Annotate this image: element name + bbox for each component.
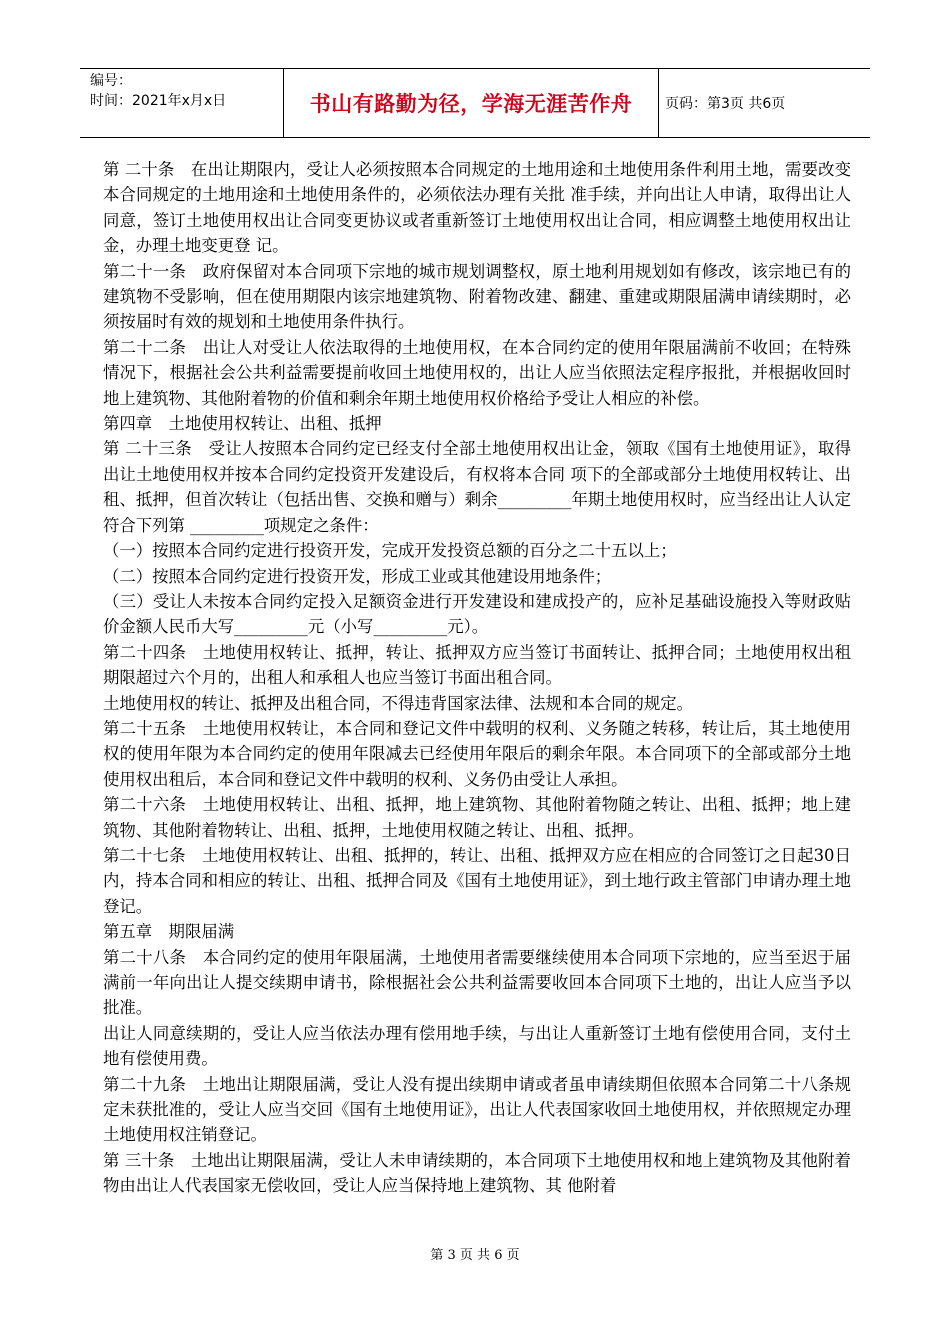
article-29: 第二十九条 土地出让期限届满，受让人没有提出续期申请或者虽申请续期但依照本合同第二十八条规定未获批准的，受让人应当交回《国有土地使用证》，出让人代表国家收回土地使用权，并依照规定办理土地使用权注销登记。 [103,1074,851,1145]
header-motto: 书山有路勤为径，学海无涯苦作舟 [284,69,659,137]
article-26: 第二十六条 土地使用权转让、出租、抵押，地上建筑物、其他附着物随之转让、出租、抵押；地上建筑物、其他附着物转让、出租、抵押，土地使用权随之转让、出租、抵押。 [103,795,851,840]
header-page-number: 页码：第3页 共6页 [665,96,786,112]
document-number: 编号： [90,73,132,89]
document-date: 时间：2021年x月x日 [90,93,227,109]
page-header [80,68,870,138]
page-footer [0,1244,950,1263]
article-23-item-2: （二）按照本合同约定进行投资开发，形成工业或其他建设用地条件； [103,566,612,586]
article-30: 第 三十条 土地出让期限届满，受让人未申请续期的，本合同项下土地使用权和地上建筑物及其他附着物由出让人代表国家无偿收回，受让人应当保持地上建筑物、其 他附着 [103,1150,851,1196]
header-meta [80,69,284,137]
article-22: 第二十二条 出让人对受让人依法取得的土地使用权，在本合同约定的使用年限届满前不收回；在特殊情况下，根据社会公共利益需要提前收回土地使用权的，出让人应当依照法定程序报批，并根据收回时地上建筑物、其他附着物的价值和剩余年期土地使用权价格给予受让人相应的补偿。 [103,337,851,408]
article-21: 第二十一条 政府保留对本合同项下宗地的城市规划调整权，原土地利用规划如有修改，该宗地已有的建筑物不受影响，但在使用期限内该宗地建筑物、附着物改建、翻建、重建或期限届满申请续期时，必须按届时有效的规划和土地使用条件执行。 [103,261,851,332]
article-25: 第二十五条 土地使用权转让，本合同和登记文件中载明的权利、义务随之转移，转让后，其土地使用权的使用年限为本合同约定的使用年限减去已经使用年限后的剩余年限。本合同项下的全部或部分土地使用权出租后，本合同和登记文件中载明的权利、义务仍由受让人承担。 [103,718,851,789]
article-23: 第 二十三条 受让人按照本合同约定已经支付全部土地使用权出让金，领取《国有土地使用证》，取得出让土地使用权并按本合同约定投资开发建设后，有权将本合同 项下的全部或部分土地使用权转让、出租、抵押，但首次转让（包括出售、交换和赠与）剩余_________年期土地使用权时，应当经出让人认定符合下列第 _________项规定之条件： [103,439,851,535]
article-24-note: 土地使用权的转让、抵押及出租合同，不得违背国家法律、法规和本合同的规定。 [103,693,694,713]
footer-page-number: 第 3 页 共 6 页 [430,1248,520,1263]
article-24: 第二十四条 土地使用权转让、抵押，转让、抵押双方应当签订书面转让、抵押合同；土地使用权出租期限超过六个月的，出租人和承租人也应当签订书面出租合同。 [103,642,851,688]
chapter-4-heading: 第四章 土地使用权转让、出租、抵押 [103,414,382,434]
chapter-5-heading: 第五章 期限届满 [103,922,235,942]
article-27: 第二十七条 土地使用权转让、出租、抵押的，转让、出租、抵押双方应在相应的合同签订之日起30日内，持本合同和相应的转让、出租、抵押合同及《国有土地使用证》，到土地行政主管部门申请办理土地登记。 [103,845,851,916]
article-28-note: 出让人同意续期的，受让人应当依法办理有偿用地手续，与出让人重新签订土地有偿使用合同，支付土地有偿使用费。 [103,1023,851,1069]
article-20: 第 二十条 在出让期限内，受让人必须按照本合同规定的土地用途和土地使用条件利用土地，需要改变本合同规定的土地用途和土地使用条件的，必须依法办理有关批 准手续，并向出让人申请，取得出让人同意，签订土地使用权出让合同变更协议或者重新签订土地使用权出让合同，相应调整土地使用权出让金，办理土地变更登 记。 [103,160,851,256]
article-23-item-1: （一）按照本合同约定进行投资开发，完成开发投资总额的百分之二十五以上； [103,541,677,561]
article-23-item-3: （三）受让人未按本合同约定投入足额资金进行开发建设和建成投产的，应补足基础设施投入等财政贴价金额人民币大写_________元（小写_________元）。 [103,591,851,637]
article-28: 第二十八条 本合同约定的使用年限届满，土地使用者需要继续使用本合同项下宗地的，应当至迟于届满前一年向出让人提交续期申请书，除根据社会公共利益需要收回本合同项下土地的，出让人应当予以批准。 [103,947,851,1018]
document-body [103,157,851,1199]
